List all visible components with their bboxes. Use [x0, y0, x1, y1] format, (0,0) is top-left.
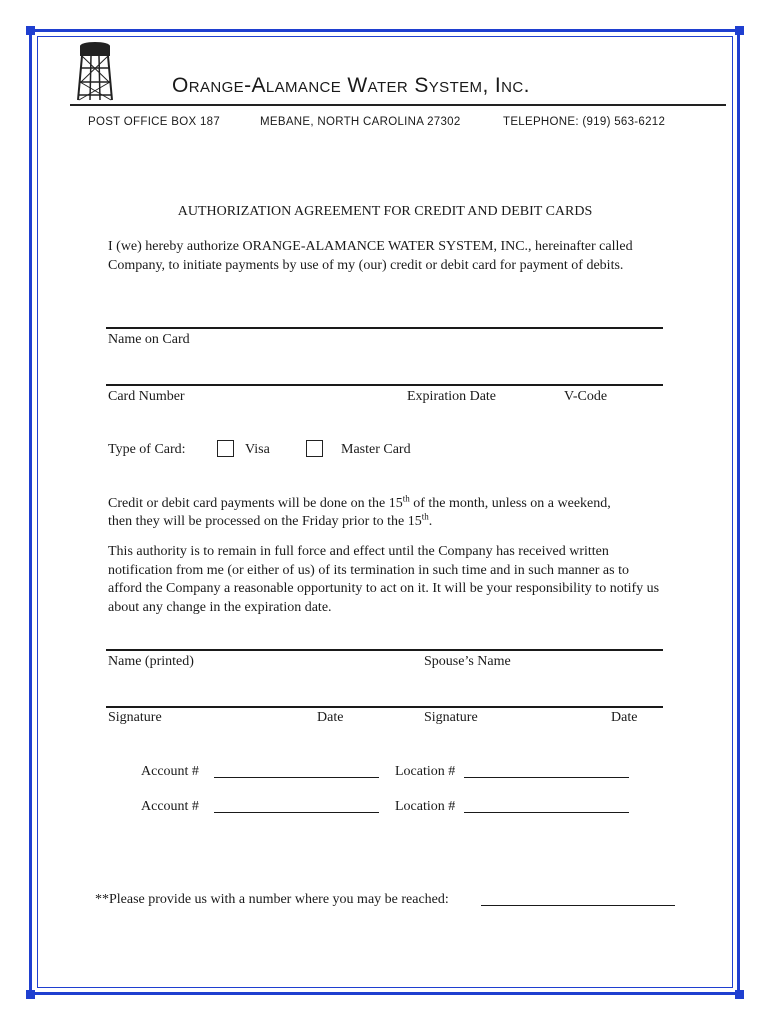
account-field[interactable] — [214, 812, 379, 813]
location-label: Location # — [395, 799, 456, 814]
location-field[interactable] — [464, 812, 629, 813]
signature-field[interactable] — [106, 706, 663, 708]
spouse-name-label: Spouse’s Name — [424, 654, 511, 669]
master-card-checkbox[interactable] — [306, 440, 323, 457]
payment-schedule-line1: Credit or debit card payments will be done on the 15th of the month, unless on a weekend, — [108, 493, 611, 511]
intro-paragraph: I (we) hereby authorize ORANGE-ALAMANCE WATER SYSTEM, INC., hereinafter called Company, to initiate payments by use of my (our) credit or debit card for payment of debits. — [108, 239, 633, 273]
spouse-signature-label: Signature — [424, 710, 478, 725]
spouse-date-label: Date — [611, 710, 638, 725]
card-number-label: Card Number — [108, 389, 185, 404]
payment-schedule-line2: then they will be processed on the Friday prior to the 15th. — [108, 511, 433, 529]
visa-checkbox[interactable] — [217, 440, 234, 457]
card-number-field[interactable] — [106, 384, 663, 386]
name-on-card-label: Name on Card — [108, 332, 190, 347]
city-address: MEBANE, NORTH CAROLINA 27302 — [260, 116, 461, 128]
name-printed-field[interactable] — [106, 649, 663, 651]
border-corner — [26, 990, 35, 999]
visa-label: Visa — [245, 442, 270, 457]
v-code-label: V-Code — [564, 389, 608, 404]
account-label: Account # — [141, 764, 199, 779]
expiration-date-label: Expiration Date — [407, 389, 497, 404]
date-label: Date — [317, 710, 344, 725]
company-name: Orange-Alamance Water System, Inc. — [172, 74, 530, 97]
signature-label: Signature — [108, 710, 162, 725]
name-printed-label: Name (printed) — [108, 654, 194, 669]
type-of-card-label: Type of Card: — [108, 442, 186, 457]
border-corner — [26, 26, 35, 35]
name-on-card-field[interactable] — [106, 327, 663, 329]
phone-number-field[interactable] — [481, 905, 675, 906]
po-box: POST OFFICE BOX 187 — [88, 116, 221, 128]
border-corner — [735, 990, 744, 999]
telephone: TELEPHONE: (919) 563-6212 — [503, 116, 666, 128]
border-corner — [735, 26, 744, 35]
page-border-inner — [37, 36, 733, 988]
account-field[interactable] — [214, 777, 379, 778]
water-tower-logo — [76, 38, 114, 102]
form-title: AUTHORIZATION AGREEMENT FOR CREDIT AND DEBIT CARDS — [177, 204, 593, 219]
location-field[interactable] — [464, 777, 629, 778]
master-card-label: Master Card — [341, 442, 411, 457]
authority-paragraph: This authority is to remain in full force and effect until the Company has received written notification from me (or either of us) of its termination in such time and in such manner as to afford the Company a reasonable opportunity to act on it. It will be your responsibility to notify us about any change in the expiration date. — [108, 544, 660, 615]
account-label: Account # — [141, 799, 199, 814]
phone-note-label: **Please provide us with a number where you may be reached: — [95, 892, 449, 907]
header-rule — [70, 104, 726, 106]
location-label: Location # — [395, 764, 456, 779]
